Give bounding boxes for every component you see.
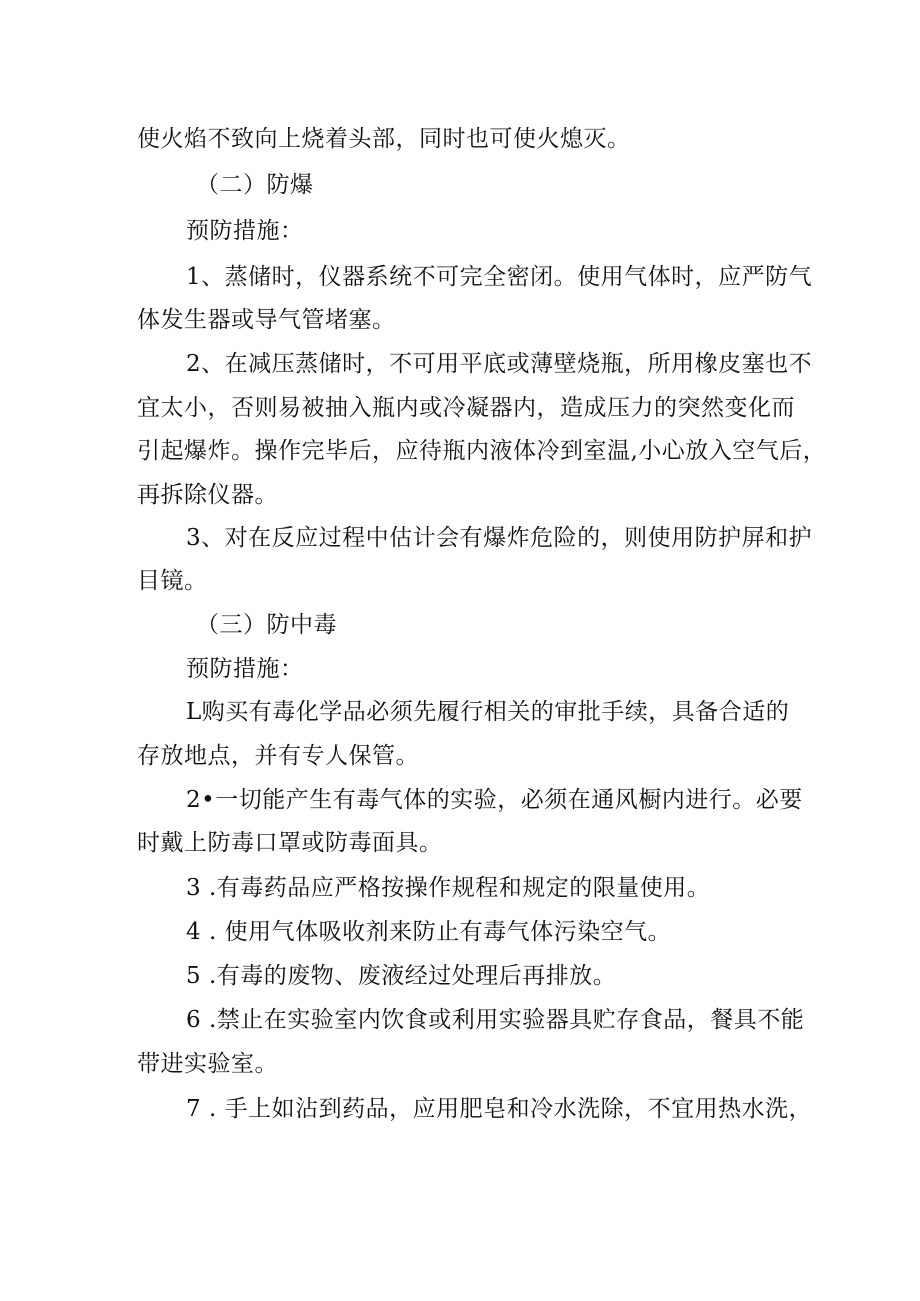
text-line: 5 .有毒的废物、废液经过处理后再排放。 xyxy=(186,963,617,989)
text-line: 2、在减压蒸储时，不可用平底或薄壁烧瓶，所用橡皮塞也不 xyxy=(186,351,813,377)
text-line: 体发生器或导气管堵塞。 xyxy=(137,307,396,333)
text-line: 宜太小，否则易被抽入瓶内或冷凝器内，造成压力的突然变化而 xyxy=(137,395,795,421)
section-heading-explosion: （二）防爆 xyxy=(196,172,314,198)
text-line: 预防措施： xyxy=(186,656,304,682)
text-line: 带进实验室。 xyxy=(137,1051,278,1077)
section-heading-poison: （三）防中毒 xyxy=(196,612,337,638)
text-line: 使火焰不致向上烧着头部，同时也可使火熄灭。 xyxy=(137,126,631,152)
text-line: 3、对在反应过程中估计会有爆炸危险的，则使用防护屏和护 xyxy=(186,525,813,551)
text-line: 6 .禁止在实验室内饮食或利用实验器具贮存食品，餐具不能 xyxy=(186,1007,805,1033)
text-line: 7 . 手上如沾到药品，应用肥皂和冷水洗除，不宜用热水洗， xyxy=(186,1096,813,1122)
text-line: 4 . 使用气体吸收剂来防止有毒气体污染空气。 xyxy=(186,919,672,945)
text-line: 再拆除仪器。 xyxy=(137,482,278,508)
text-line: 存放地点，并有专人保管。 xyxy=(137,743,419,769)
text-line: 目镜。 xyxy=(137,568,208,594)
text-line: 1、蒸储时，仪器系统不可完全密闭。使用气体时，应严防气 xyxy=(186,264,813,290)
text-line: 3 .有毒药品应严格按操作规程和规定的限量使用。 xyxy=(186,875,711,901)
text-line: 引起爆炸。操作完毕后，应待瓶内液体冷到室温,小心放入空气后， xyxy=(137,438,827,464)
text-line: L购买有毒化学品必须先履行相关的审批手续，具备合适的 xyxy=(186,699,790,725)
text-line: 时戴上防毒口罩或防毒面具。 xyxy=(137,830,443,856)
text-line: 预防措施： xyxy=(186,218,304,244)
text-line: 2•一切能产生有毒气体的实验，必须在通风橱内进行。必要 xyxy=(186,787,803,813)
